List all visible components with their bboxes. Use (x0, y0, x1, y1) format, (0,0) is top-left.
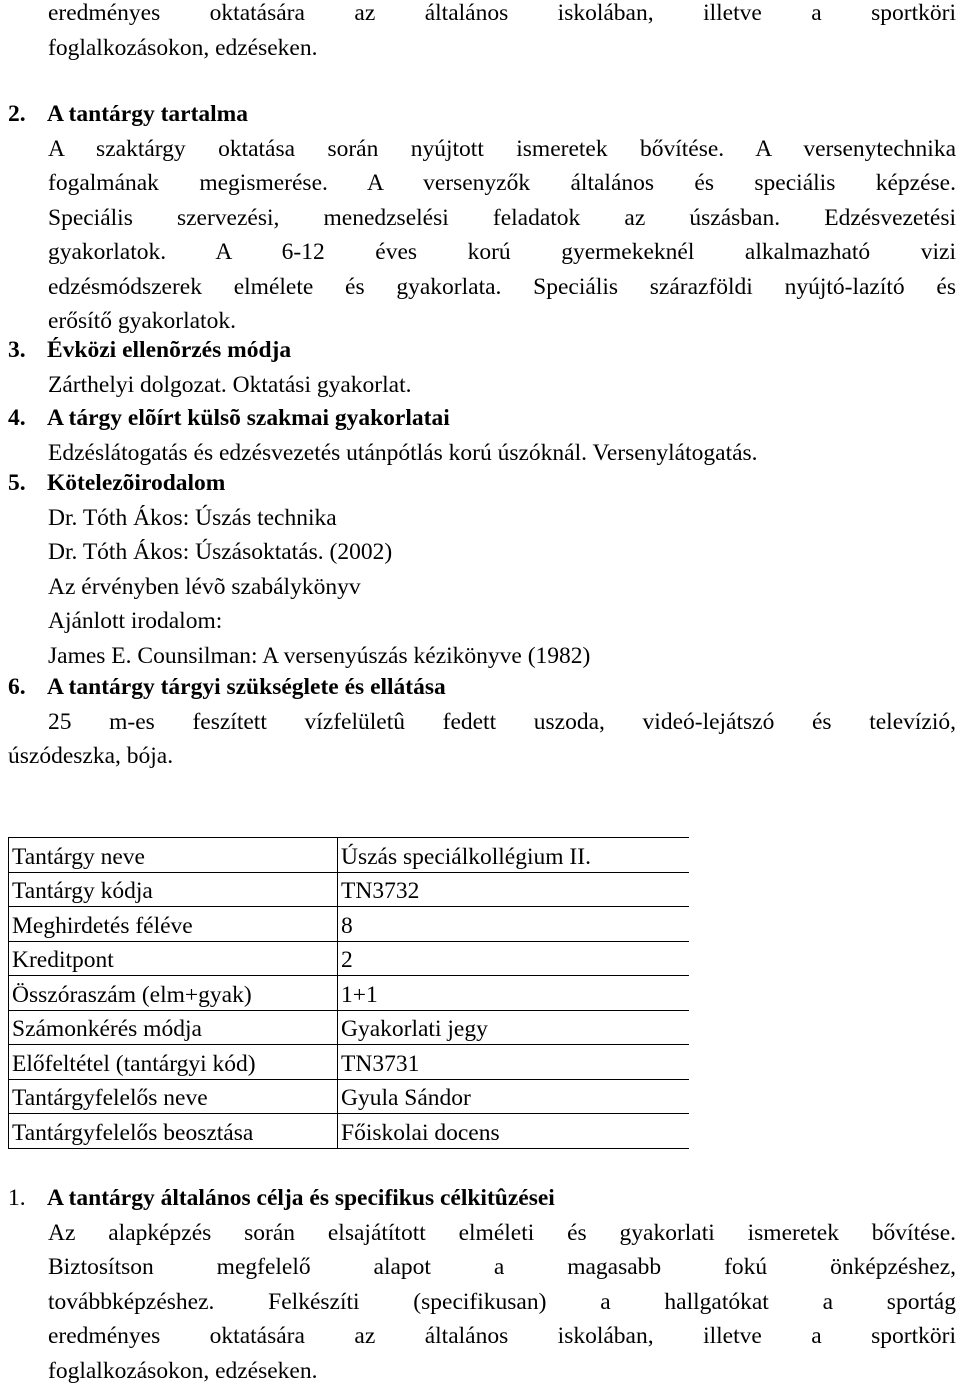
section-number: 1. (8, 1181, 47, 1216)
row-value: TN3732 (338, 872, 690, 907)
section-heading (8, 670, 956, 705)
text-line: Biztosítson megfelelő alapot a magasabb fokú önképzéshez, (48, 1250, 956, 1285)
section-5 (8, 466, 956, 673)
row-value: TN3731 (338, 1045, 690, 1080)
section-heading (8, 466, 956, 501)
table-row (9, 976, 690, 1011)
section-title: A tantárgy tartalma (47, 101, 248, 127)
row-label: Előfeltétel (tantárgyi kód) (9, 1045, 338, 1080)
section-number: 4. (8, 401, 47, 436)
row-label: Meghirdetés féléve (9, 907, 338, 942)
row-value: Főiskolai docens (338, 1114, 690, 1149)
table-row (9, 1114, 690, 1149)
section-number: 6. (8, 670, 47, 705)
section-body (8, 705, 956, 774)
table-row (9, 1079, 690, 1114)
section-title: A tárgy elõírt külsõ szakmai gyakorlatai (47, 405, 450, 431)
section-heading (8, 333, 956, 368)
section-6 (8, 670, 956, 774)
section-heading (8, 401, 956, 436)
section-body (48, 132, 956, 339)
row-label: Tantárgyfelelős neve (9, 1079, 338, 1114)
row-label: Tantárgy neve (9, 838, 338, 873)
section-body (48, 436, 956, 471)
row-label: Összóraszám (elm+gyak) (9, 976, 338, 1011)
text-line: erősítő gyakorlatok. (48, 304, 956, 339)
row-value: Gyula Sándor (338, 1079, 690, 1114)
table-row (9, 872, 690, 907)
row-label: Kreditpont (9, 941, 338, 976)
literature-item: Dr. Tóth Ákos: Úszásoktatás. (2002) (48, 535, 956, 570)
section-number: 5. (8, 466, 47, 501)
table-row (9, 1045, 690, 1080)
section-title: Kötelezõirodalom (47, 470, 225, 496)
row-label: Tantárgyfelelős beosztása (9, 1114, 338, 1149)
text-line: Az alapképzés során elsajátított elméleti és gyakorlati ismeretek bővítése. (48, 1216, 956, 1251)
section-4 (8, 401, 956, 470)
literature-item: Az érvényben lévõ szabálykönyv (48, 570, 956, 605)
top-continuation (48, 0, 956, 65)
table-row (9, 1010, 690, 1045)
row-value: 8 (338, 907, 690, 942)
table-row (9, 838, 690, 873)
section-body (48, 368, 956, 403)
section-3 (8, 333, 956, 402)
section-body (48, 1216, 956, 1388)
row-value: Úszás speciálkollégium II. (338, 838, 690, 873)
section-number: 2. (8, 97, 47, 132)
section-heading (8, 1181, 956, 1216)
text-line: edzésmódszerek elmélete és gyakorlata. Speciális szárazföldi nyújtó-lazító és (48, 270, 956, 305)
row-value: 2 (338, 941, 690, 976)
text-line: 25 m-es feszített vízfelületû fedett uszoda, videó-lejátszó és televízió, (8, 705, 956, 740)
section-body (48, 501, 956, 674)
text-line: A szaktárgy oktatása során nyújtott ismeretek bővítése. A versenytechnika (48, 132, 956, 167)
table-row (9, 941, 690, 976)
text-line: Zárthelyi dolgozat. Oktatási gyakorlat. (48, 368, 956, 403)
text-line: eredményes oktatására az általános iskolában, illetve a sportköri (48, 1319, 956, 1354)
literature-item: Dr. Tóth Ákos: Úszás technika (48, 501, 956, 536)
row-value: Gyakorlati jegy (338, 1010, 690, 1045)
literature-item: Ajánlott irodalom: (48, 604, 956, 639)
table-row (9, 907, 690, 942)
section-heading (8, 97, 956, 132)
row-label: Számonkérés módja (9, 1010, 338, 1045)
literature-item: James E. Counsilman: A versenyúszás kézikönyve (1982) (48, 639, 956, 674)
text-line: foglalkozásokon, edzéseken. (48, 31, 956, 66)
text-line: eredményes oktatására az általános iskolában, illetve a sportköri (48, 0, 956, 31)
row-label: Tantárgy kódja (9, 872, 338, 907)
section-title: A tantárgy tárgyi szükséglete és ellátása (47, 674, 446, 700)
text-line: úszódeszka, bója. (8, 739, 956, 774)
text-line: továbbképzéshez. Felkészíti (specifikusan) a hallgatókat a sportág (48, 1285, 956, 1320)
text-line: Speciális szervezési, menedzselési feladatok az úszásban. Edzésvezetési (48, 201, 956, 236)
text-line: fogalmának megismerése. A versenyzők általános és speciális képzése. (48, 166, 956, 201)
text-line: foglalkozásokon, edzéseken. (48, 1354, 956, 1388)
section-number: 3. (8, 333, 47, 368)
row-value: 1+1 (338, 976, 690, 1011)
section-2 (8, 97, 956, 339)
text-line: Edzéslátogatás és edzésvezetés utánpótlás korú úszóknál. Versenylátogatás. (48, 436, 956, 471)
text-line: gyakorlatok. A 6-12 éves korú gyermekeknél alkalmazható vizi (48, 235, 956, 270)
course-info-table (8, 837, 689, 1149)
section-title: Évközi ellenõrzés módja (47, 337, 291, 363)
bottom-section-1 (8, 1181, 956, 1388)
section-title: A tantárgy általános célja és specifikus célkitûzései (47, 1185, 555, 1211)
